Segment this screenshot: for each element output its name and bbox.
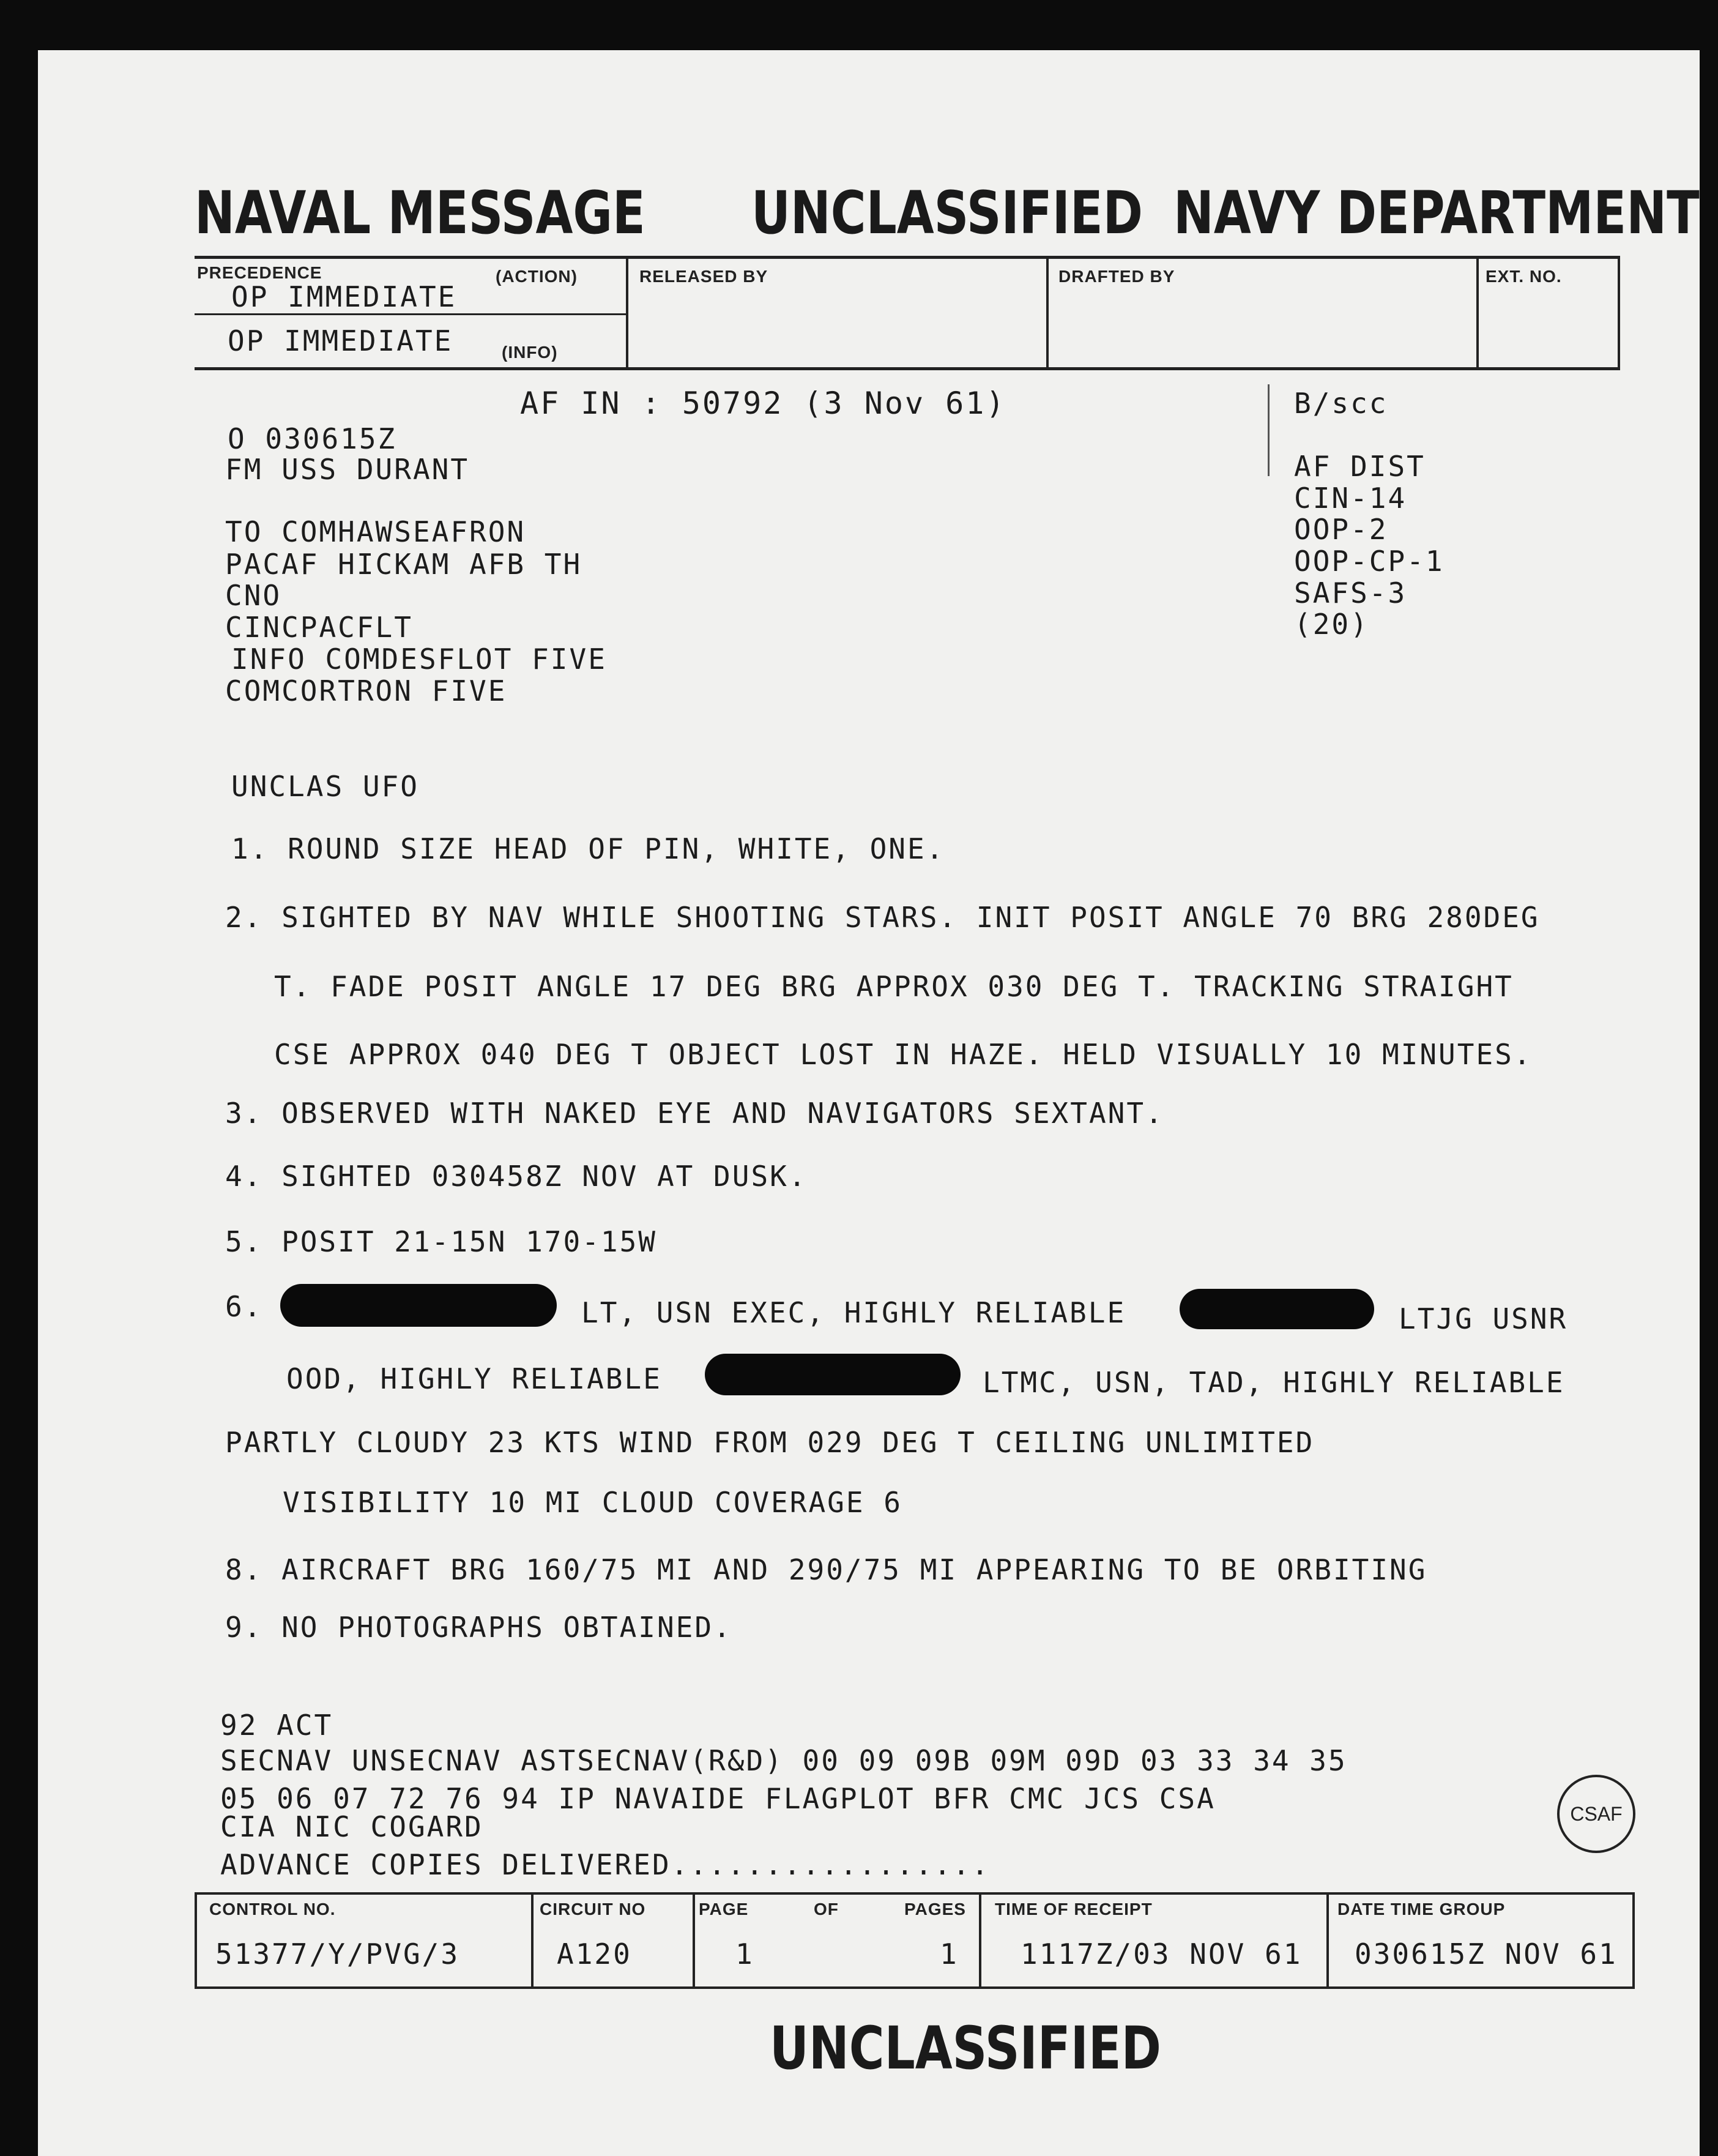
distro-line: 05 06 07 72 76 94 IP NAVAIDE FLAGPLOT BFR CMC JCS CSA [220,1782,1216,1815]
footer-divider [979,1892,981,1989]
distro-line: CIA NIC COGARD [220,1810,483,1843]
form-divider-3 [1476,256,1479,370]
weather-line: VISIBILITY 10 MI CLOUD COVERAGE 6 [283,1486,902,1519]
dist-item: CIN-14 [1294,482,1407,515]
control-no-label: CONTROL NO. [209,1900,336,1919]
header-classification: UNCLASSIFIED [751,179,1143,247]
item6-text: OOD, HIGHLY RELIABLE [286,1362,662,1395]
body-line: 4. SIGHTED 030458Z NOV AT DUSK. [225,1160,808,1193]
body-line: 3. OBSERVED WITH NAKED EYE AND NAVIGATORS SEXTANT. [225,1097,1164,1130]
form-divider-2 [1046,256,1049,370]
distro-line: ADVANCE COPIES DELIVERED................. [220,1848,991,1881]
routing-to: CNO [225,579,282,612]
dist-initials: B/scc [1294,387,1388,420]
pages-label: PAGES [904,1900,966,1919]
form-top-rule [195,256,1620,259]
time-of-receipt-label: TIME OF RECEIPT [995,1900,1153,1919]
dist-item: SAFS-3 [1294,576,1407,610]
pages-value: 1 [940,1938,959,1971]
item6-text: LTJG USNR [1399,1302,1568,1335]
circuit-no-value: A120 [557,1938,632,1971]
routing-info: COMCORTRON FIVE [225,674,507,707]
subject-line: UNCLAS UFO [231,770,419,803]
routing-to: TO COMHAWSEAFRON [225,515,526,548]
page-label: PAGE [699,1900,749,1919]
body-line: 5. POSIT 21-15N 170-15W [225,1225,657,1258]
item9-line: 9. NO PHOTOGRAPHS OBTAINED. [225,1611,732,1644]
header-naval-message: NAVAL MESSAGE [195,179,645,247]
routing-dtg: O 030615Z [228,422,397,455]
form-divider-1 [626,256,628,370]
body-line: 2. SIGHTED BY NAV WHILE SHOOTING STARS. INIT POSIT ANGLE 70 BRG 280DEG [225,901,1540,934]
date-time-group-label: DATE TIME GROUP [1337,1900,1506,1919]
redaction-block [705,1354,961,1395]
redaction-block [280,1284,557,1327]
item6-number: 6. [225,1290,263,1323]
body-line: 1. ROUND SIZE HEAD OF PIN, WHITE, ONE. [231,832,945,865]
dist-title: AF DIST [1294,450,1426,483]
drafted-by-label: DRAFTED BY [1058,267,1175,286]
routing-to: CINCPACFLT [225,611,413,644]
form-right-edge [1618,256,1620,370]
precedence-info-value: OP IMMEDIATE [228,324,453,357]
footer-divider [1326,1892,1329,1989]
item8-line: 8. AIRCRAFT BRG 160/75 MI AND 290/75 MI APPEARING TO BE ORBITING [225,1553,1427,1586]
routing-info: INFO COMDESFLOT FIVE [231,643,607,676]
control-no-value: 51377/Y/PVG/3 [215,1938,460,1971]
dist-side-rule [1268,384,1270,476]
circuit-no-label: CIRCUIT NO [540,1900,646,1919]
released-by-label: RELEASED BY [639,267,768,286]
info-label: (INFO) [502,343,558,362]
body-line: CSE APPROX 040 DEG T OBJECT LOST IN HAZE. HELD VISUALLY 10 MINUTES. [274,1038,1533,1071]
precedence-label: PRECEDENCE [197,263,322,282]
distro-line: SECNAV UNSECNAV ASTSECNAV(R&D) 00 09 09B 09M 09D 03 33 34 35 [220,1744,1347,1777]
weather-line: PARTLY CLOUDY 23 KTS WIND FROM 029 DEG T CEILING UNLIMITED [225,1426,1315,1459]
dist-item: OOP-CP-1 [1294,545,1445,578]
af-in-number: AF IN : 50792 (3 Nov 61) [520,386,1006,421]
csaf-stamp: CSAF [1557,1775,1635,1853]
footer-classification: UNCLASSIFIED [770,2014,1161,2083]
routing-to: PACAF HICKAM AFB TH [225,548,582,581]
footer-divider [693,1892,695,1989]
of-label: OF [814,1900,839,1919]
ext-no-label: EXT. NO. [1486,267,1562,286]
time-of-receipt-value: 1117Z/03 NOV 61 [1021,1938,1303,1971]
dist-item: (20) [1294,608,1369,641]
item6-text: LT, USN EXEC, HIGHLY RELIABLE [581,1296,1126,1329]
distro-line: 92 ACT [220,1709,333,1742]
dist-item: OOP-2 [1294,513,1388,546]
item6-text: LTMC, USN, TAD, HIGHLY RELIABLE [983,1366,1565,1399]
page-value: 1 [735,1938,754,1971]
redaction-block [1180,1289,1374,1329]
routing-from: FM USS DURANT [225,453,470,486]
header-navy-department: NAVY DEPARTMENT [1173,179,1700,247]
form-bottom-rule [195,367,1620,370]
precedence-action-value: OP IMMEDIATE [231,280,457,313]
date-time-group-value: 030615Z NOV 61 [1355,1938,1618,1971]
precedence-divider [195,313,626,315]
body-line: T. FADE POSIT ANGLE 17 DEG BRG APPROX 030 DEG T. TRACKING STRAIGHT [274,970,1514,1003]
footer-divider [531,1892,534,1989]
action-label: (ACTION) [496,267,578,286]
